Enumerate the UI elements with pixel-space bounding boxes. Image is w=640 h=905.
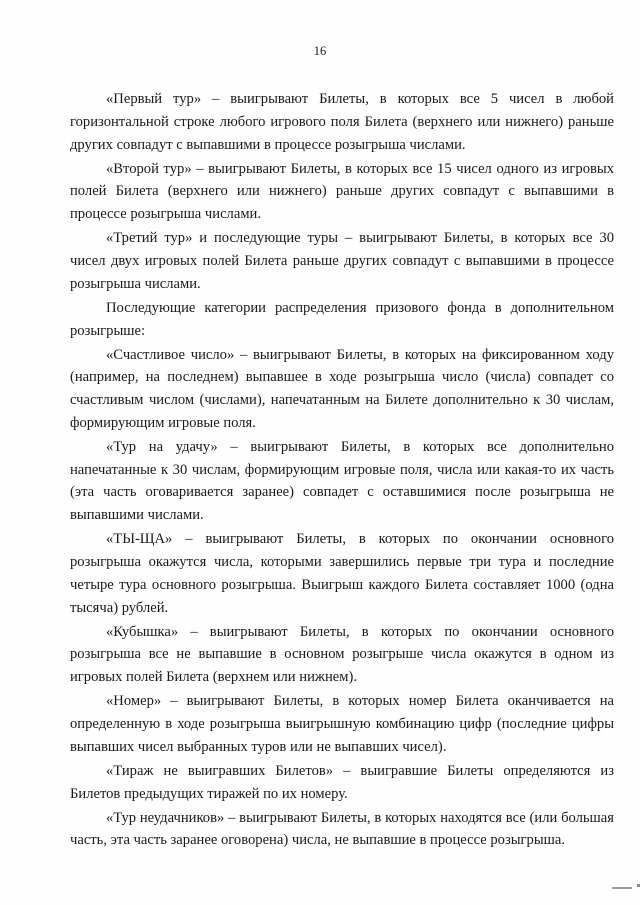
document-body: [70, 88, 614, 853]
paragraph-additional-categories: Последующие категории распределения призового фонда в дополнительном розыгрыше:: [70, 299, 614, 339]
paragraph-kubyshka: «Кубышка» – выигрывают Билеты, в которых по окончании основного розыгрыша все не выпавшие в основном розыгрыше числа окажутся в одном из игровых полей Билета (верхнем или нижнем).: [70, 623, 614, 686]
paragraph-third-tour: «Третий тур» и последующие туры – выигрывают Билеты, в которых все 30 чисел двух игровых полей Билета раньше других совпадут с выпавшими в процессе розыгрыша числами.: [70, 230, 614, 292]
paragraph-tyshcha: «ТЫ-ЩА» – выигрывают Билеты, в которых по окончании основного розыгрыша окажутся числа, которыми завершились первые три тура и последние четыре тура основного розыгрыша. Выигрыш каждого Билета составляет 1000 (одна тысяча) рублей.: [70, 531, 614, 616]
paragraph-losers-tour: «Тур неудачников» – выигрывают Билеты, в которых находятся все (или большая часть, эта часть заранее оговорена) числа, не выпавшие в процессе розыгрыша.: [70, 809, 614, 849]
paragraph-non-winning-draw: «Тираж не выигравших Билетов» – выигравшие Билеты определяются из Билетов предыдущих тиражей по их номеру.: [70, 762, 614, 802]
paragraph-second-tour: «Второй тур» – выигрывают Билеты, в которых все 15 чисел одного из игровых полей Билета (верхнего или нижнего) раньше других совпадут с выпавшими в процессе розыгрыша числами.: [70, 160, 614, 223]
paragraph-lucky-tour: «Тур на удачу» – выигрывают Билеты, в которых все дополнительно напечатанные к 30 числам, формирующим игровые поля, числа или какая-то их часть (эта часть оговаривается заранее) совпадет с оставшимися после розыгрыша не выпавшими числами.: [70, 438, 614, 524]
paragraph-first-tour: «Первый тур» – выигрывают Билеты, в которых все 5 чисел в любой горизонтальной строке любого игрового поля Билета (верхнего или нижнего) раньше других совпадут с выпавшими в процессе розыгрыша числами.: [70, 91, 614, 153]
paragraph-lucky-number: «Счастливое число» – выигрывают Билеты, в которых на фиксированном ходу (например, на последнем) выпавшее в ходе розыгрыша число (числа) совпадет со счастливым числом (числами), напечатанным на Билете дополнительно к 30 числам, формирующим игровые поля.: [70, 346, 614, 431]
page-number: 16: [313, 44, 327, 58]
scan-edge-mark: [612, 887, 632, 889]
paragraph-nomer: «Номер» – выигрывают Билеты, в которых номер Билета оканчивается на определенную в ходе розыгрыша выигрышную комбинацию цифр (последние цифры выпавших чисел выбранных туров или не выпавших чисел).: [70, 693, 614, 755]
